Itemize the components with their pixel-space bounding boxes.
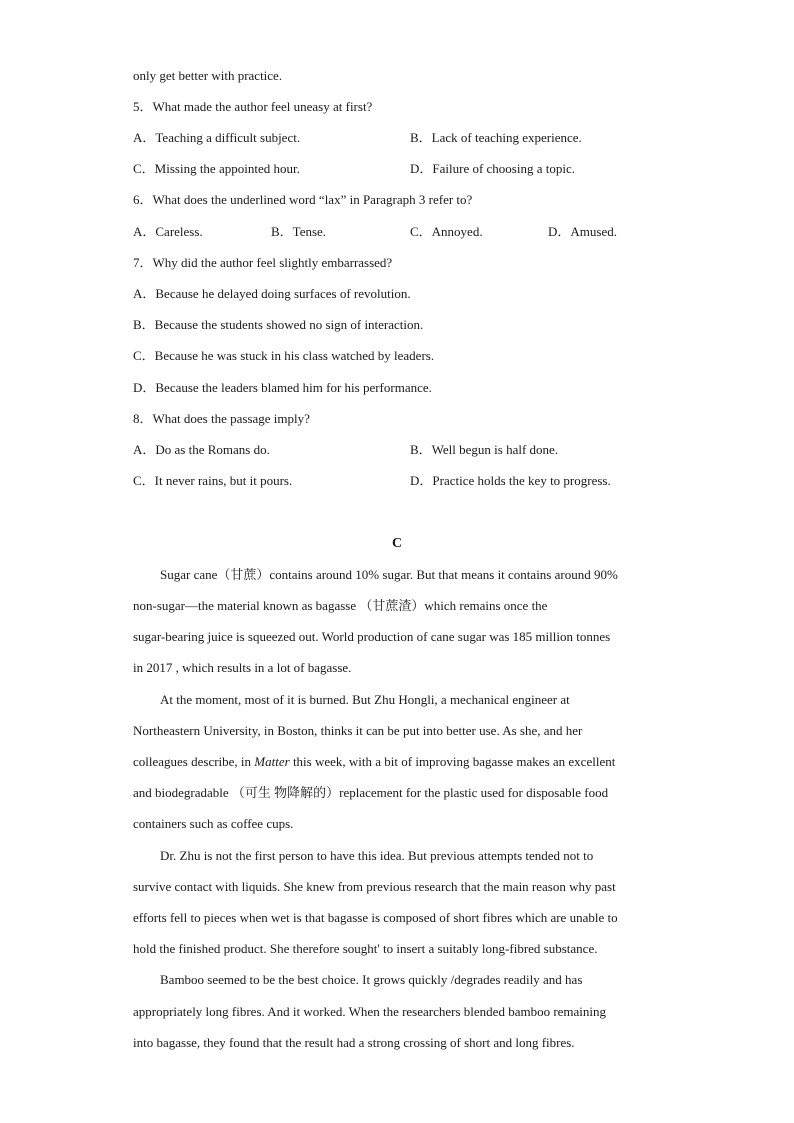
paragraph-3-line: survive contact with liquids. She knew from previous research that the main reason why past xyxy=(133,879,616,894)
option-7b: B．Because the students showed no sign of interaction. xyxy=(133,317,424,332)
paragraph-4-line: Bamboo seemed to be the best choice. It grows quickly /degrades readily and has xyxy=(160,972,583,987)
option-6c: C．Annoyed. xyxy=(410,224,483,239)
option-8d: D．Practice holds the key to progress. xyxy=(410,473,611,488)
paragraph-2-line: At the moment, most of it is burned. But Zhu Hongli, a mechanical engineer at xyxy=(160,692,570,707)
paragraph-1-line: sugar-bearing juice is squeezed out. World production of cane sugar was 185 million tonnes xyxy=(133,629,611,644)
paragraph-4-line: into bagasse, they found that the result had a strong crossing of short and long fibres. xyxy=(133,1035,575,1050)
option-5d: D．Failure of choosing a topic. xyxy=(410,161,575,176)
paragraph-1-line: non-sugar—the material known as bagasse （甘蔗渣）which remains once the xyxy=(133,598,548,613)
option-7d: D．Because the leaders blamed him for his performance. xyxy=(133,380,432,395)
paragraph-3-line: hold the finished product. She therefore sought' to insert a suitably long-fibred substance. xyxy=(133,941,598,956)
journal-name: Matter xyxy=(254,754,290,769)
question-7: 7．Why did the author feel slightly embarrassed? xyxy=(133,255,393,270)
option-5c: C．Missing the appointed hour. xyxy=(133,161,300,176)
paragraph-4-line: appropriately long fibres. And it worked. When the researchers blended bamboo remaining xyxy=(133,1004,607,1019)
section-heading: C xyxy=(391,536,403,551)
paragraph-1-line: Sugar cane（甘蔗）contains around 10% sugar. But that means it contains around 90% xyxy=(160,567,618,582)
paragraph-3-line: Dr. Zhu is not the first person to have this idea. But previous attempts tended not to xyxy=(160,848,594,863)
option-6d: D．Amused. xyxy=(548,224,617,239)
paragraph-3-line: efforts fell to pieces when wet is that bagasse is composed of short fibres which are unable to xyxy=(133,910,618,925)
question-6: 6．What does the underlined word “lax” in Paragraph 3 refer to? xyxy=(133,192,473,207)
option-7a: A．Because he delayed doing surfaces of revolution. xyxy=(133,286,411,301)
option-5a: A．Teaching a difficult subject. xyxy=(133,130,301,145)
question-5: 5．What made the author feel uneasy at first? xyxy=(133,99,373,114)
text-run: colleagues describe, in xyxy=(133,754,255,769)
option-8a: A．Do as the Romans do. xyxy=(133,442,270,457)
text-run: this week, with a bit of improving bagasse makes an excellent xyxy=(289,754,616,769)
paragraph-1-line: in 2017 , which results in a lot of bagasse. xyxy=(133,660,352,675)
paragraph-2-line: and biodegradable （可生 物降解的）replacement for the plastic used for disposable food xyxy=(133,785,609,800)
passage-line: only get better with practice. xyxy=(133,68,283,83)
option-8c: C．It never rains, but it pours. xyxy=(133,473,293,488)
paragraph-2-line: Northeastern University, in Boston, thinks it can be put into better use. As she, and her xyxy=(133,723,583,738)
paragraph-2-line: containers such as coffee cups. xyxy=(133,816,294,831)
option-7c: C．Because he was stuck in his class watched by leaders. xyxy=(133,348,435,363)
option-6b: B．Tense. xyxy=(271,224,327,239)
question-8: 8．What does the passage imply? xyxy=(133,411,310,426)
paragraph-2-line xyxy=(133,754,615,770)
option-8b: B．Well begun is half done. xyxy=(410,442,559,457)
option-5b: B．Lack of teaching experience. xyxy=(410,130,582,145)
option-6a: A．Careless. xyxy=(133,224,203,239)
